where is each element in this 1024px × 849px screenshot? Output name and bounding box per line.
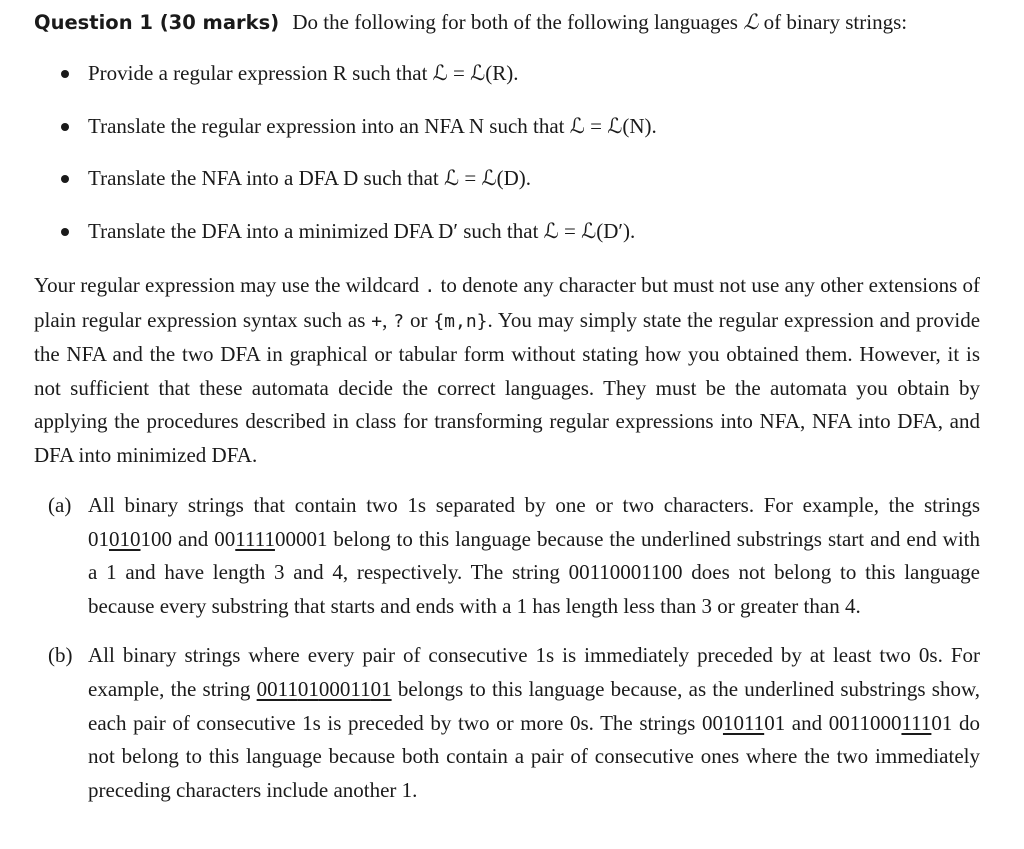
- part-text: belong to this language because the underlined substrings start and end with a 1 and have length 3 and 4, respectively. The string 00110001100 does not belong to this language because every substring that starts and ends with a 1 has length less than 3 or greater than 4.: [88, 526, 980, 618]
- underlined-substring: 010: [109, 526, 141, 551]
- part-text: and: [172, 526, 215, 551]
- underlined-substring: 111: [901, 710, 932, 735]
- example-string: 01: [931, 710, 953, 735]
- part-text: All binary strings that contain two 1s separated by one or two characters. For example, the strings: [88, 493, 980, 517]
- task-text: Translate the NFA into a DFA D such that ℒ = ℒ(D).: [88, 166, 532, 190]
- part-text: do not belong to this language because both contain a pair of consecutive ones where the two immediately preceding characters include another 1.: [88, 710, 981, 802]
- example-string: 00001: [274, 526, 328, 551]
- part-text: All binary strings where every pair of consecutive 1s is immediately preceded by at least two 0s. For example, the string: [88, 643, 980, 701]
- instructions-text: . You may simply state the regular expression and provide the NFA and the two DFA in graphical or tabular form without stating how you obtained them. However, it is not sufficient that these automata decide the correct languages. They must be the automata you obtain by applying the procedures described in class for transforming regular expressions into NFA, NFA into DFA, and DFA into minimized DFA.: [34, 307, 981, 467]
- task-item: [64, 163, 657, 216]
- underlined-substring: 1111: [235, 526, 275, 551]
- example-string: 01: [88, 526, 109, 551]
- bullet-icon: [61, 175, 69, 183]
- task-text: Provide a regular expression R such that ℒ = ℒ(R).: [88, 61, 519, 85]
- task-item: [64, 216, 657, 269]
- question-title: Question 1 (30 marks): [34, 11, 280, 34]
- braces-symbol: {m,n}: [433, 310, 488, 332]
- example-string: 00: [214, 526, 236, 551]
- task-text: Translate the regular expression into an NFA N such that ℒ = ℒ(N).: [88, 113, 657, 138]
- example-string: 100: [140, 526, 172, 551]
- part-b: [34, 639, 980, 807]
- underlined-substring: 01: [370, 676, 392, 701]
- question-heading: [34, 10, 907, 35]
- question-intro-after: of binary strings:: [758, 10, 908, 34]
- part-text: and: [785, 710, 829, 735]
- task-item: [64, 58, 657, 111]
- example-string: 0011000: [828, 710, 902, 735]
- part-label: (a): [48, 493, 72, 517]
- plus-symbol: +: [371, 310, 383, 332]
- part-a: [34, 489, 980, 623]
- language-symbol: ℒ: [743, 10, 759, 34]
- question-symbol: ?: [393, 310, 405, 332]
- task-item: [64, 111, 657, 164]
- part-label: (b): [48, 643, 73, 668]
- bullet-icon: [61, 228, 69, 236]
- underlined-substring: 00011: [318, 676, 371, 701]
- bullet-icon: [61, 70, 69, 78]
- instructions-paragraph: [34, 269, 980, 473]
- question-parts: [34, 489, 980, 807]
- question-intro-before: Do the following for both of the following languages: [292, 10, 744, 34]
- bullet-icon: [61, 123, 69, 131]
- example-string: 00: [701, 710, 723, 735]
- task-list: [64, 58, 657, 268]
- underlined-substring: 0011: [256, 676, 298, 701]
- instructions-text: ,: [382, 307, 394, 332]
- example-string: 01: [764, 710, 786, 735]
- instructions-text: Your regular expression may use the wildcard: [34, 273, 425, 297]
- underlined-substring: 01: [297, 676, 319, 701]
- task-text: Translate the DFA into a minimized DFA D′ such that ℒ = ℒ(D′).: [88, 218, 636, 243]
- wildcard-symbol: .: [424, 276, 436, 297]
- instructions-text: or: [404, 307, 434, 332]
- part-text: belongs to this language because, as the underlined substrings show, each pair of consecutive 1s is preceded by two or more 0s. The strings: [88, 676, 980, 735]
- underlined-substring: 1011: [722, 710, 765, 735]
- instructions-text: to denote any character but must not use any other extensions of plain regular expression syntax such as: [34, 273, 980, 332]
